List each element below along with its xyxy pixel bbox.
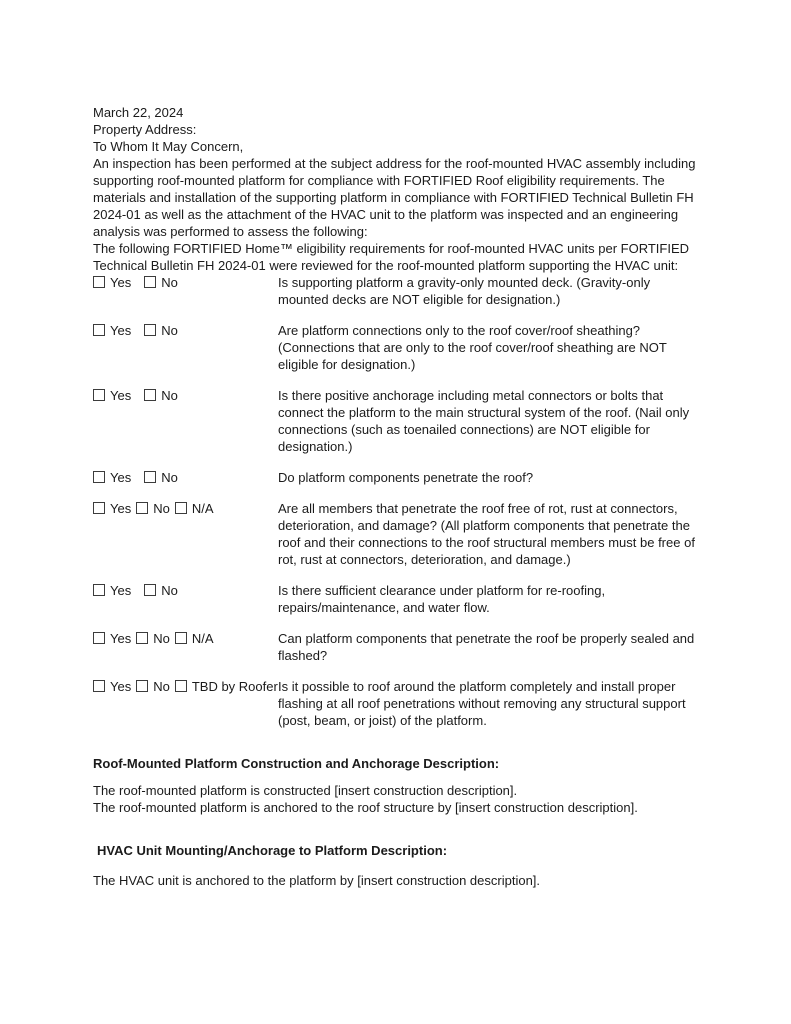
checkbox-option-n-a[interactable]	[175, 500, 214, 517]
checkbox-label: Yes	[110, 583, 132, 598]
question-text: Is there sufficient clearance under platform for re-roofing, repairs/maintenance, and water flow.	[278, 583, 606, 615]
checkbox-options	[93, 500, 278, 517]
platform-anchored-line: The roof-mounted platform is anchored to the roof structure by [insert construction description].	[93, 800, 638, 815]
platform-constructed-line: The roof-mounted platform is constructed [insert construction description].	[93, 783, 518, 798]
checklist-row	[93, 274, 701, 308]
platform-section-heading: Roof-Mounted Platform Construction and Anchorage Description:	[93, 756, 500, 771]
checkbox-icon[interactable]	[93, 502, 105, 514]
checkbox-option-no[interactable]	[144, 322, 178, 339]
checkbox-label: No	[161, 388, 178, 403]
checkbox-icon[interactable]	[144, 389, 156, 401]
checkbox-option-yes[interactable]	[93, 387, 131, 404]
checkbox-label: No	[161, 323, 178, 338]
checkbox-label: TBD by Roofer	[191, 679, 278, 694]
checkbox-icon[interactable]	[175, 632, 187, 644]
checkbox-label: N/A	[191, 631, 214, 646]
checkbox-label: Yes	[110, 501, 132, 516]
checkbox-icon[interactable]	[144, 324, 156, 336]
checkbox-option-n-a[interactable]	[175, 630, 214, 647]
question-text: Is there positive anchorage including metal connectors or bolts that connect the platform to the main structural system of the roof. (Nail only connections (such as toenailed connections) are NOT eligible for designation.)	[278, 388, 690, 454]
checklist	[93, 274, 701, 729]
checkbox-option-no[interactable]	[144, 582, 178, 599]
checkbox-icon[interactable]	[93, 632, 105, 644]
checklist-row	[93, 469, 701, 486]
checkbox-icon[interactable]	[175, 680, 187, 692]
question-text: Is it possible to roof around the platform completely and install proper flashing at all roof penetrations without removing any structural support (post, beam, or joist) of the platform.	[278, 679, 686, 728]
checkbox-option-yes[interactable]	[93, 678, 131, 695]
checkbox-option-no[interactable]	[136, 678, 170, 695]
hvac-section-heading: HVAC Unit Mounting/Anchorage to Platform Description:	[97, 843, 448, 858]
checkbox-option-tbd-by-roofer[interactable]	[175, 678, 278, 695]
checkbox-option-no[interactable]	[136, 500, 170, 517]
checkbox-option-yes[interactable]	[93, 582, 131, 599]
checkbox-option-no[interactable]	[136, 630, 170, 647]
hvac-anchored-line: The HVAC unit is anchored to the platform by [insert construction description].	[93, 873, 541, 888]
checkbox-option-yes[interactable]	[93, 469, 131, 486]
checkbox-icon[interactable]	[93, 680, 105, 692]
checklist-intro: The following FORTIFIED Home™ eligibility requirements for roof-mounted HVAC units per FORTIFIED Technical Bulletin FH 2024-01 were reviewed for the roof-mounted platform supporting the HVAC unit:	[93, 241, 690, 273]
question-text: Can platform components that penetrate the roof be properly sealed and flashed?	[278, 631, 695, 663]
checkbox-icon[interactable]	[144, 276, 156, 288]
checklist-row	[93, 630, 701, 664]
checkbox-options	[93, 322, 278, 339]
checkbox-option-yes[interactable]	[93, 500, 131, 517]
checkbox-label: Yes	[110, 323, 132, 338]
checkbox-label: No	[153, 501, 170, 516]
checkbox-option-no[interactable]	[144, 387, 178, 404]
checkbox-icon[interactable]	[136, 680, 148, 692]
checkbox-label: No	[161, 470, 178, 485]
checkbox-icon[interactable]	[144, 471, 156, 483]
question-text: Is supporting platform a gravity-only mounted deck. (Gravity-only mounted decks are NOT eligible for designation.)	[278, 275, 651, 307]
checkbox-label: No	[153, 631, 170, 646]
salutation: To Whom It May Concern,	[93, 139, 244, 154]
checkbox-options	[93, 469, 278, 486]
checkbox-options	[93, 630, 278, 647]
checkbox-options	[93, 274, 278, 291]
checkbox-icon[interactable]	[175, 502, 187, 514]
checklist-row	[93, 582, 701, 616]
checkbox-label: Yes	[110, 470, 132, 485]
question-text: Do platform components penetrate the roof?	[278, 470, 534, 485]
checkbox-icon[interactable]	[93, 584, 105, 596]
checkbox-icon[interactable]	[93, 471, 105, 483]
property-address-label: Property Address:	[93, 122, 197, 137]
checklist-row	[93, 500, 701, 568]
intro-paragraph: An inspection has been performed at the subject address for the roof-mounted HVAC assembly including supporting roof-mounted platform for compliance with FORTIFIED Roof eligibility requirements. The materials and installation of the supporting platform in compliance with FORTIFIED Technical Bulletin FH 2024-01 as well as the attachment of the HVAC unit to the platform was inspected and an engineering analysis was performed to assess the following:	[93, 156, 696, 239]
checkbox-icon[interactable]	[136, 502, 148, 514]
checkbox-label: No	[161, 275, 178, 290]
checkbox-label: Yes	[110, 275, 132, 290]
letter-date: March 22, 2024	[93, 105, 184, 120]
checkbox-option-no[interactable]	[144, 274, 178, 291]
checkbox-options	[93, 678, 278, 695]
checkbox-option-yes[interactable]	[93, 274, 131, 291]
checkbox-option-no[interactable]	[144, 469, 178, 486]
checklist-row	[93, 322, 701, 373]
checkbox-options	[93, 582, 278, 599]
checkbox-icon[interactable]	[93, 324, 105, 336]
checkbox-icon[interactable]	[136, 632, 148, 644]
checkbox-icon[interactable]	[93, 276, 105, 288]
checkbox-option-yes[interactable]	[93, 630, 131, 647]
checklist-row	[93, 678, 701, 729]
checklist-row	[93, 387, 701, 455]
checkbox-label: No	[161, 583, 178, 598]
checkbox-icon[interactable]	[93, 389, 105, 401]
checkbox-label: Yes	[110, 679, 132, 694]
checkbox-label: Yes	[110, 388, 132, 403]
question-text: Are all members that penetrate the roof free of rot, rust at connectors, deterioration, and damage? (All platform components that penetrate the roof and their connections to the roof structural members must be free of rot, rust at connectors, deterioration, and damage.)	[278, 501, 695, 567]
checkbox-label: No	[153, 679, 170, 694]
checkbox-icon[interactable]	[144, 584, 156, 596]
checkbox-options	[93, 387, 278, 404]
checkbox-option-yes[interactable]	[93, 322, 131, 339]
question-text: Are platform connections only to the roof cover/roof sheathing? (Connections that are only to the roof cover/roof sheathing are NOT eligible for designation.)	[278, 323, 667, 372]
checkbox-label: Yes	[110, 631, 132, 646]
checkbox-label: N/A	[191, 501, 214, 516]
